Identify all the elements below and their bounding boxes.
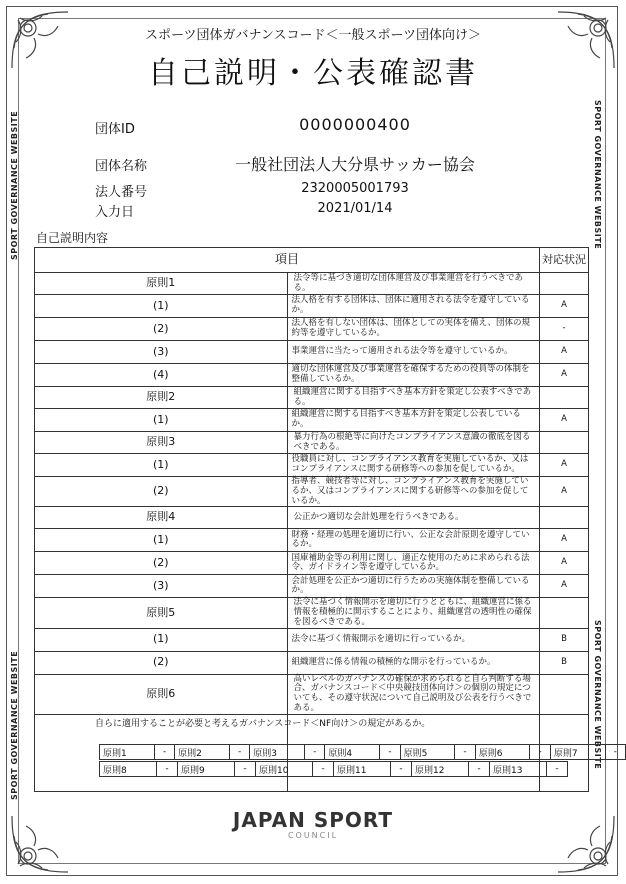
row-status [540,432,589,454]
principle-row [35,598,589,628]
row-status [540,387,589,409]
corp-number-label: 法人番号 [95,185,148,200]
column-header-item: 項目 [35,248,540,273]
input-date-label: 入力日 [95,205,135,220]
row-status: A [540,295,589,318]
row-text: 財務・経理の処理を適切に行い、公正な会計原則を遵守しているか。 [287,529,540,552]
row-text: 国庫補助金等の利用に関し、適正な使用のために求められる法令、ガイドライン等を遵守しているか。 [287,552,540,575]
principle-name-cell: 原則6 [475,745,530,760]
side-watermark: SPORT GOVERNANCE WEBSITE [10,110,19,260]
jsc-logo: JAPAN SPORT [232,808,394,832]
principle-row [35,674,589,714]
row-text: 会計処理を公正かつ適切に行うための実施体制を整備しているか。 [287,575,540,598]
row-status [540,674,589,714]
subitem-row [35,575,589,598]
principle-name-cell: 原則10 [256,762,313,777]
row-text: 高いレベルのガバナンスの確保が求められると自ら判断する場合、ガバナンスコード＜中央競技団体向け＞の個別の規定についても、その遵守状況について自己説明及び公表を行うべきである。 [287,674,540,714]
row-text: 法令に基づく情報開示を適切に行っているか。 [287,628,540,651]
org-name-value: 一般社団法人大分県サッカー協会 [235,155,475,174]
row-label: (1) [35,628,288,651]
column-header-status: 対応状況 [540,248,589,273]
principle-value-cell: - [455,745,475,760]
row-text: 公正かつ適切な会計処理を行うべきである。 [287,507,540,529]
principle-name-cell: 原則5 [400,745,455,760]
principle-value-cell: - [157,762,178,777]
principle-row [35,273,589,295]
principle-value-cell: - [229,745,249,760]
section-label: 自己説明内容 [36,231,109,245]
row-text: 事業運営に当たって適用される法令等を遵守しているか。 [287,341,540,364]
principle-row [35,507,589,529]
principle-name-cell: 原則12 [412,762,469,777]
row-status: A [540,529,589,552]
side-watermark: SPORT GOVERNANCE WEBSITE [593,100,602,250]
principle-row [35,387,589,409]
subitem-row [35,651,589,674]
principle-value-cell: - [530,745,550,760]
row-status: B [540,628,589,651]
row-text: 指導者、競技者等に対し、コンプライアンス教育を実施しているか、又はコンプライアンスに関する研修等への参加を促しているか。 [287,477,540,507]
nf-code-question: 自らに適用することが必要と考えるガバナンスコード＜NF向け＞の規定があるか。 [95,719,431,729]
row-label: (1) [35,454,288,477]
side-watermark: SPORT GOVERNANCE WEBSITE [593,620,602,770]
row-status: B [540,651,589,674]
row-label: (1) [35,295,288,318]
row-text: 暴力行為の根絶等に向けたコンプライアンス意識の徹底を図るべきである。 [287,432,540,454]
row-label: (2) [35,651,288,674]
side-watermark: SPORT GOVERNANCE WEBSITE [10,650,19,800]
principle-name-cell: 原則1 [100,745,155,760]
subitem-row [35,295,589,318]
principle-value-cell: - [391,762,412,777]
principle-value-cell: - [154,745,174,760]
row-label: (3) [35,575,288,598]
jsc-logo-sub: COUNCIL [287,831,339,840]
row-status: A [540,341,589,364]
principle-name-cell: 原則4 [325,745,380,760]
row-status [540,507,589,529]
principle-name-cell: 原則3 [250,745,305,760]
subitem-row [35,552,589,575]
principle-name-cell: 原則9 [178,762,235,777]
principle-value-cell: - [235,762,256,777]
principle-value-cell: - [380,745,400,760]
row-label: (2) [35,318,288,341]
row-label: 原則3 [35,432,288,454]
row-label: 原則1 [35,273,288,295]
row-status [540,598,589,628]
principle-name-cell: 原則8 [100,762,157,777]
subitem-row [35,318,589,341]
principle-value-cell: - [547,762,568,777]
row-text: 法人格を有しない団体は、団体としての実体を備え、団体の規約等を遵守しているか。 [287,318,540,341]
org-id-label: 団体ID [95,122,135,137]
row-status: A [540,409,589,432]
row-status [540,273,589,295]
principle-row [35,432,589,454]
self-explanation-table [34,247,589,792]
row-text: 法人格を有する団体は、団体に適用される法令を遵守しているか。 [287,295,540,318]
subitem-row [35,529,589,552]
row-status: A [540,575,589,598]
principle-value-cell: - [605,745,625,760]
principle-name-cell: 原則11 [334,762,391,777]
row-label: 原則5 [35,598,288,628]
row-status: A [540,552,589,575]
row-text: 適切な団体運営及び事業運営を確保するための役員等の体制を整備しているか。 [287,364,540,387]
row-label: (2) [35,552,288,575]
subitem-row [35,364,589,387]
row-label: (1) [35,529,288,552]
principle-value-cell: - [305,745,325,760]
document-subtitle: スポーツ団体ガバナンスコード＜一般スポーツ団体向け＞ [145,28,481,43]
principle-name-cell: 原則7 [550,745,605,760]
row-text: 組織運営に係る情報の積極的な開示を行っているか。 [287,651,540,674]
row-text: 組織運営に関する目指すべき基本方針を策定し公表すべきである。 [287,387,540,409]
row-label: 原則4 [35,507,288,529]
row-text: 役職員に対し、コンプライアンス教育を実施しているか、又はコンプライアンスに関する研修等への参加を促しているか。 [287,454,540,477]
nf-principles-grid-row1 [99,744,626,760]
principle-name-cell: 原則2 [175,745,230,760]
corp-number-value: 2320005001793 [301,181,409,196]
subitem-row [35,341,589,364]
document-title: 自己説明・公表確認書 [148,56,478,91]
org-id-value: 0000000400 [299,115,411,134]
row-label: (1) [35,409,288,432]
input-date-value: 2021/01/14 [317,201,393,216]
nf-principles-grid-row2 [99,761,568,777]
subitem-row [35,628,589,651]
principle-name-cell: 原則13 [490,762,547,777]
row-label: (2) [35,477,288,507]
row-status: A [540,454,589,477]
row-text: 法令に基づく情報開示を適切に行うとともに、組織運営に係る情報を積極的に開示することにより、組織運営の透明性の確保を図るべきである。 [287,598,540,628]
row-label: 原則6 [35,674,288,714]
row-text: 法令等に基づき適切な団体運営及び事業運営を行うべきである。 [287,273,540,295]
subitem-row [35,477,589,507]
row-label: (4) [35,364,288,387]
row-status: - [540,318,589,341]
row-label: (3) [35,341,288,364]
subitem-row [35,454,589,477]
row-status: A [540,364,589,387]
subitem-row [35,409,589,432]
principle-value-cell: - [313,762,334,777]
principle-value-cell: - [469,762,490,777]
row-label: 原則2 [35,387,288,409]
row-status: A [540,477,589,507]
row-text: 組織運営に関する目指すべき基本方針を策定し公表しているか。 [287,409,540,432]
org-name-label: 団体名称 [95,159,148,174]
